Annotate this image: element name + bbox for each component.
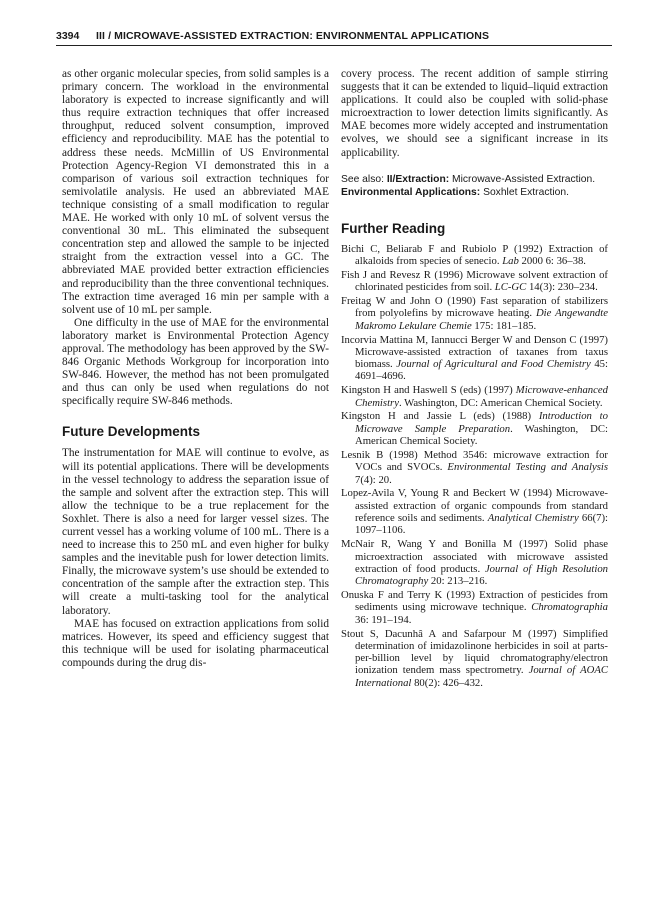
reference-item: Onuska F and Terry K (1993) Extraction of pesticides from sediments using microwave technique. Chromatographia 36: 191–194. (341, 589, 608, 626)
body-paragraph: covery process. The recent addition of sample stirring suggests that it can be extended to liquid–liquid extraction applications. It could also be coupled with solid-phase microextraction to lower detection limits significantly. As MAE becomes more widely accepted and instrumentation evolves, we should see a significant increase in its applicability. (341, 68, 608, 159)
reference-item: Bichi C, Beliarab F and Rubiolo P (1992) Extraction of alkaloids from species of senecio. Lab 2000 6: 36–38. (341, 242, 608, 267)
reference-item: Lopez-Avila V, Young R and Beckert W (1994) Microwave-assisted extraction of organic compounds from standard reference soils and sediments. Analytical Chemistry 66(7): 1097–1106. (341, 487, 609, 537)
header-rule (56, 45, 612, 46)
reference-item: Incorvia Mattina M, Iannucci Berger W and Denson C (1997) Microwave-assisted extraction of taxanes from taxus biomass. Journal of Agricultural and Food Chemistry 45: 4691–4696. (341, 333, 608, 383)
body-paragraph: MAE has focused on extraction applications from solid matrices. However, its speed and efficiency suggest that this technique will be used for isolating pharmaceutical compounds during the drug dis- (62, 617, 329, 669)
reference-item: Kingston H and Haswell S (eds) (1997) Microwave-enhanced Chemistry. Washington, DC: American Chemical Society. (341, 384, 608, 409)
reference-list (341, 243, 608, 689)
reference-item: Stout S, Dacunhâ A and Safarpour M (1997) Simplified determination of imidazolinone herbicides in soil at parts-per-billion level by liquid chromatography/electron ionization tendem mass spectrometry. Journal of AOAC International 80(2): 426–432. (341, 627, 608, 689)
reference-item: Lesnik B (1998) Method 3546: microwave extraction for VOCs and SVOCs. Environmental Testing and Analysis 7(4): 20. (341, 448, 609, 486)
see-also-label: See also: (341, 173, 384, 185)
see-also-text: Soxhlet Extraction. (480, 186, 569, 198)
left-column (62, 68, 329, 670)
page-number: 3394 (56, 30, 80, 42)
body-paragraph: The instrumentation for MAE will continue to evolve, as will its potential applications. There will be developments in the vessel technology to address the separation issue of the sample and solvent after the extraction step. This will allow the technique to be a true replacement for the Soxhlet. There is also a need for larger vessel sizes. The current vessel has a working volume of 100 mL. There is a need to increase this to 250 mL and even higher for bulky samples and the inevitable push for lower detection limits. Finally, the microwave system’s use should be extended to concentration of the sample after the extraction step. This will create a multi-tasking tool for the analytical laboratory. (62, 447, 329, 617)
reference-item: Freitag W and John O (1990) Fast separation of stabilizers from polyolefins by microwave heating. Die Angewandte Makromo Lekulare Chemie 175: 181–185. (341, 295, 608, 332)
body-paragraph: One difficulty in the use of MAE for the environmental laboratory market is Environmental Protection Agency approval. The methodology has been approved by the SW-846 Organic Methods Workgroup for incorporation into SW-846. However, the method has not been promulgated and thus can only be used when regulations do not specifically require SW-846 methods. (62, 316, 329, 408)
see-also-text: Microwave-Assisted Extraction. (449, 173, 596, 185)
section-heading-future-developments: Future Developments (62, 424, 201, 440)
running-header (56, 28, 612, 48)
reference-item: Kingston H and Jassie L (eds) (1988) Introduction to Microwave Sample Preparation. Washington, DC: American Chemical Society. (341, 410, 608, 448)
section-heading-further-reading: Further Reading (341, 220, 446, 236)
see-also-link[interactable]: Environmental Applications: (341, 186, 481, 198)
reference-item: McNair R, Wang Y and Bonilla M (1997) Solid phase microextraction associated with microwave assisted extraction of food products. Journal of High Resolution Chromatography 20: 213–216. (341, 538, 609, 588)
body-paragraph: as other organic molecular species, from solid samples is a primary concern. The workload in the environmental laboratory is expected to increase significantly and will thus require extraction techniques that offer increased throughput, reduced solvent consumption, improved efficiency and reproducibility. MAE has the potential to address these needs. McMillin of US Environmental Protection Agency-Region VI demonstrated this in a comparison of various soil extraction techniques for semivolatile analysis. He used an abbreviated MAE technique consisting of a small modification to regular MAE. He worked with only 10 mL of solvent versus the conventional 30 mL. This eliminated the subsequent concentration step and allowed the sample to be injected straight from the extraction vessel into a GC. The abbreviated MAE provided better extraction efficiencies and reproducibility than the three conventional techniques. The extraction time averaged 16 min per sample with a solvent use of 10 mL per sample. (62, 68, 329, 316)
see-also (341, 173, 608, 199)
running-title: III / MICROWAVE-ASSISTED EXTRACTION: ENVIRONMENTAL APPLICATIONS (96, 30, 490, 42)
see-also-link[interactable]: II/Extraction: (386, 173, 450, 185)
right-column (341, 68, 608, 691)
reference-item: Fish J and Revesz R (1996) Microwave solvent extraction of chlorinated pesticides from soil. LC-GC 14(3): 230–234. (341, 268, 608, 294)
